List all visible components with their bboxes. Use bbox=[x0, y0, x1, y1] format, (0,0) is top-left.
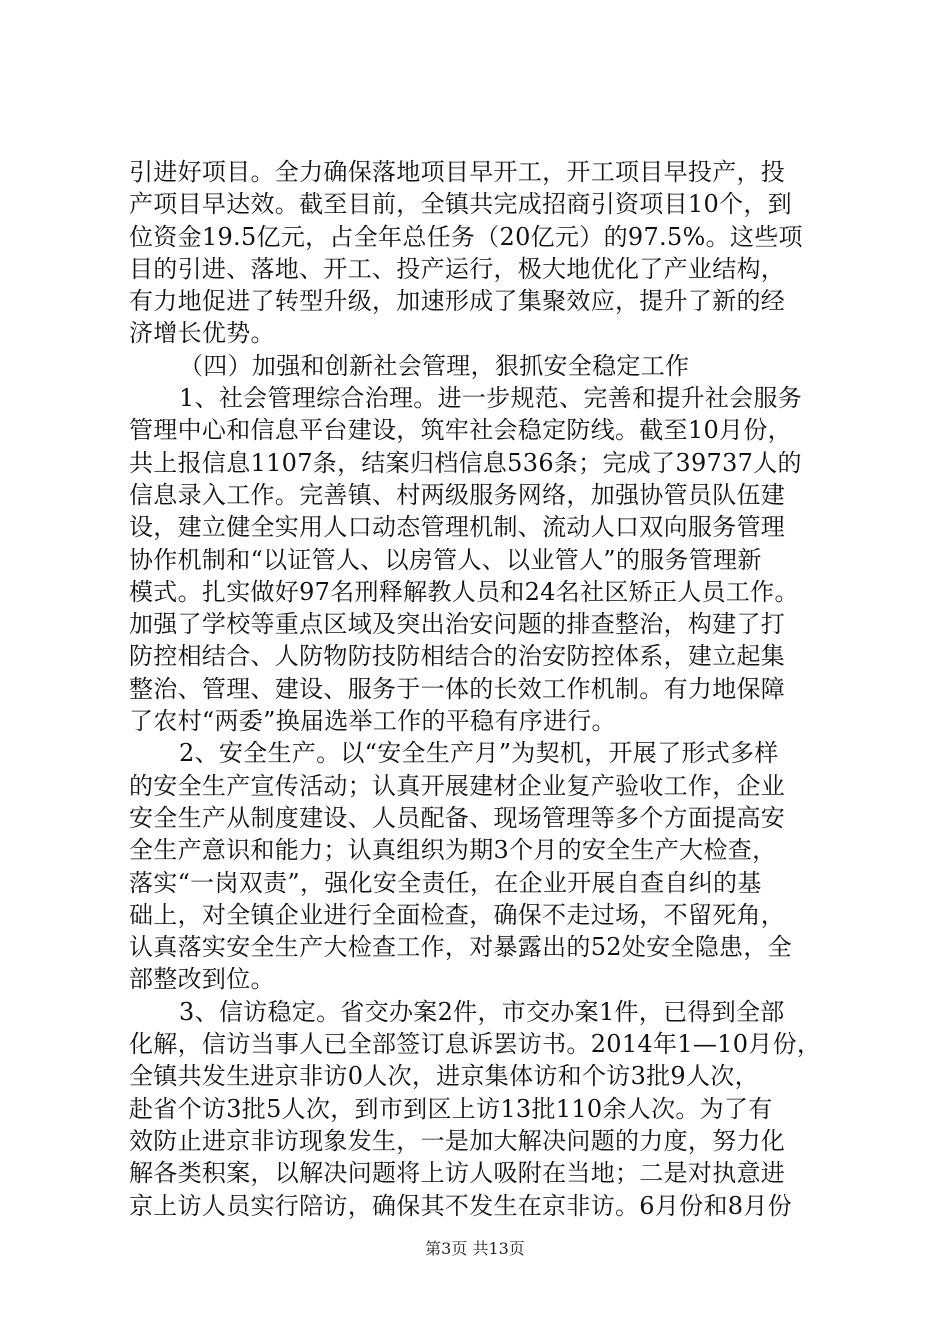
text-line: 设，建立健全实用人口动态管理机制、流动人口双向服务管理 bbox=[129, 513, 786, 542]
text-line: 共上报信息1107条，结案归档信息536条；完成了39737人的 bbox=[129, 448, 802, 477]
text-line: 模式。扎实做好97名刑释解教人员和24名社区矫正人员工作。 bbox=[129, 577, 799, 606]
text-line: 解各类积案，以解决问题将上访人吸附在当地；二是对执意进 bbox=[129, 1159, 786, 1188]
text-line: 整治、管理、建设、服务于一体的长效工作机制。有力地保障 bbox=[129, 674, 786, 703]
page-footer: 第3页 共13页 bbox=[425, 1239, 525, 1258]
text-line: 部整改到位。 bbox=[129, 965, 275, 994]
text-line: 全镇共发生进京非访0人次，进京集体访和个访3批9人次， bbox=[129, 1062, 759, 1091]
text-line: 了农村“两委”换届选举工作的平稳有序进行。 bbox=[129, 707, 616, 736]
text-line: 济增长优势。 bbox=[129, 319, 275, 348]
text-line: 协作机制和“以证管人、以房管人、以业管人”的服务管理新 bbox=[129, 545, 762, 574]
text-line: 位资金19.5亿元，占全年总任务（20亿元）的97.5%。这些项 bbox=[129, 222, 803, 251]
text-line: 2、安全生产。以“安全生产月”为契机，开展了形式多样 bbox=[179, 739, 779, 768]
text-line: 产项目早达效。截至目前，全镇共完成招商引资项目10个，到 bbox=[129, 190, 792, 219]
text-line: 京上访人员实行陪访，确保其不发生在京非访。6月份和8月份 bbox=[129, 1191, 792, 1220]
text-line: 化解，信访当事人已全部签订息诉罢访书。2014年1—10月份， bbox=[129, 1030, 822, 1059]
text-line: 加强了学校等重点区域及突出治安问题的排查整治，构建了打 bbox=[129, 610, 786, 639]
text-line: 有力地促进了转型升级，加速形成了集聚效应，提升了新的经 bbox=[129, 287, 786, 316]
text-line: 目的引进、落地、开工、投产运行，极大地优化了产业结构， bbox=[129, 254, 786, 283]
text-line: 赴省个访3批5人次，到市到区上访13批110余人次。为了有 bbox=[129, 1094, 773, 1123]
text-line: 安全生产从制度建设、人员配备、现场管理等多个方面提高安 bbox=[129, 803, 786, 832]
text-line: 1、社会管理综合治理。进一步规范、完善和提升社会服务 bbox=[179, 384, 803, 413]
text-line: 信息录入工作。完善镇、村两级服务网络，加强协管员队伍建 bbox=[129, 480, 786, 509]
text-line: 全生产意识和能力；认真组织为期3个月的安全生产大检查， bbox=[129, 836, 777, 865]
text-line: 管理中心和信息平台建设，筑牢社会稳定防线。截至10月份， bbox=[129, 416, 792, 445]
text-line: （四）加强和创新社会管理，狠抓安全稳定工作 bbox=[179, 351, 690, 380]
text-line: 防控相结合、人防物防技防相结合的治安防控体系，建立起集 bbox=[129, 642, 786, 671]
text-line: 3、信访稳定。省交办案2件，市交办案1件，已得到全部 bbox=[179, 997, 785, 1026]
document-body bbox=[129, 156, 829, 1222]
text-line: 础上，对全镇企业进行全面检查，确保不走过场，不留死角， bbox=[129, 900, 786, 929]
text-line: 引进好项目。全力确保落地项目早开工，开工项目早投产，投 bbox=[129, 158, 786, 186]
text-line: 认真落实安全生产大检查工作，对暴露出的52处安全隐患，全 bbox=[129, 933, 792, 962]
text-line: 效防止进京非访现象发生，一是加大解决问题的力度，努力化 bbox=[129, 1126, 786, 1155]
text-line: 落实“一岗双责”，强化安全责任，在企业开展自查自纠的基 bbox=[129, 868, 762, 897]
text-line: 的安全生产宣传活动；认真开展建材企业复产验收工作，企业 bbox=[129, 771, 786, 800]
